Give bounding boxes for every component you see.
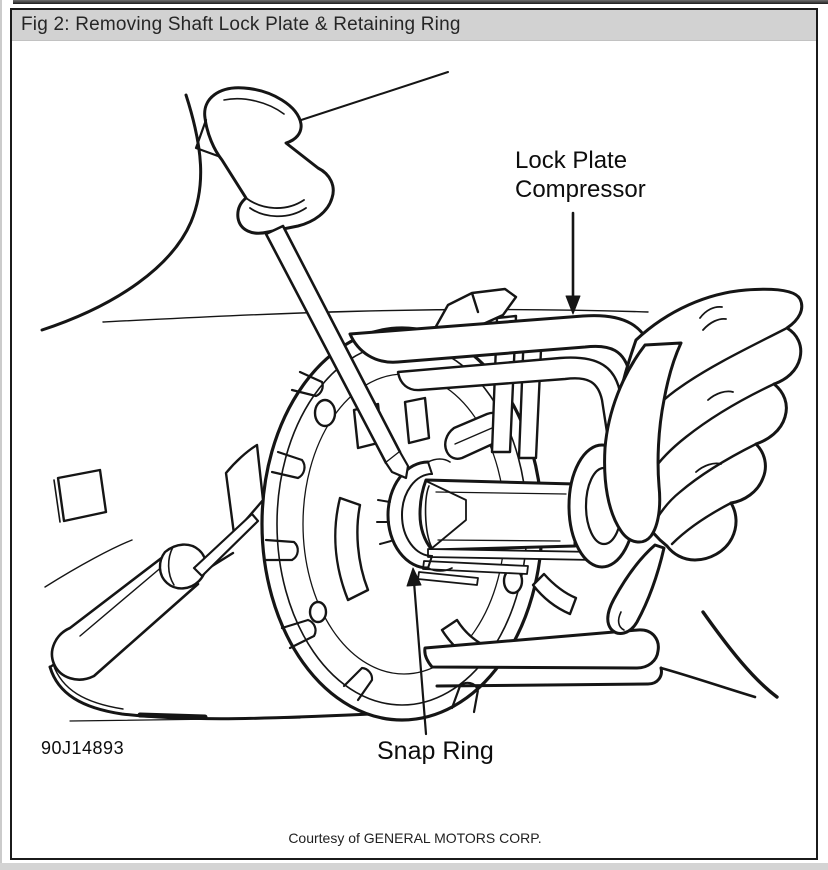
lock-plate-compressor-label: Lock Plate Compressor <box>515 147 646 203</box>
snap-ring-label: Snap Ring <box>377 737 494 765</box>
screwdriver-left <box>52 514 258 680</box>
figure-number: 90J14893 <box>41 738 125 758</box>
left-screwdriver-shaft <box>194 514 258 576</box>
credit-line: Courtesy of GENERAL MOTORS CORP. <box>288 830 542 846</box>
screwdriver-handle <box>205 88 334 233</box>
dash-detail-plate <box>54 470 106 522</box>
figure-title: Fig 2: Removing Shaft Lock Plate & Retaining Ring <box>21 14 461 35</box>
lock-plate-compressor-arrow <box>566 213 580 314</box>
